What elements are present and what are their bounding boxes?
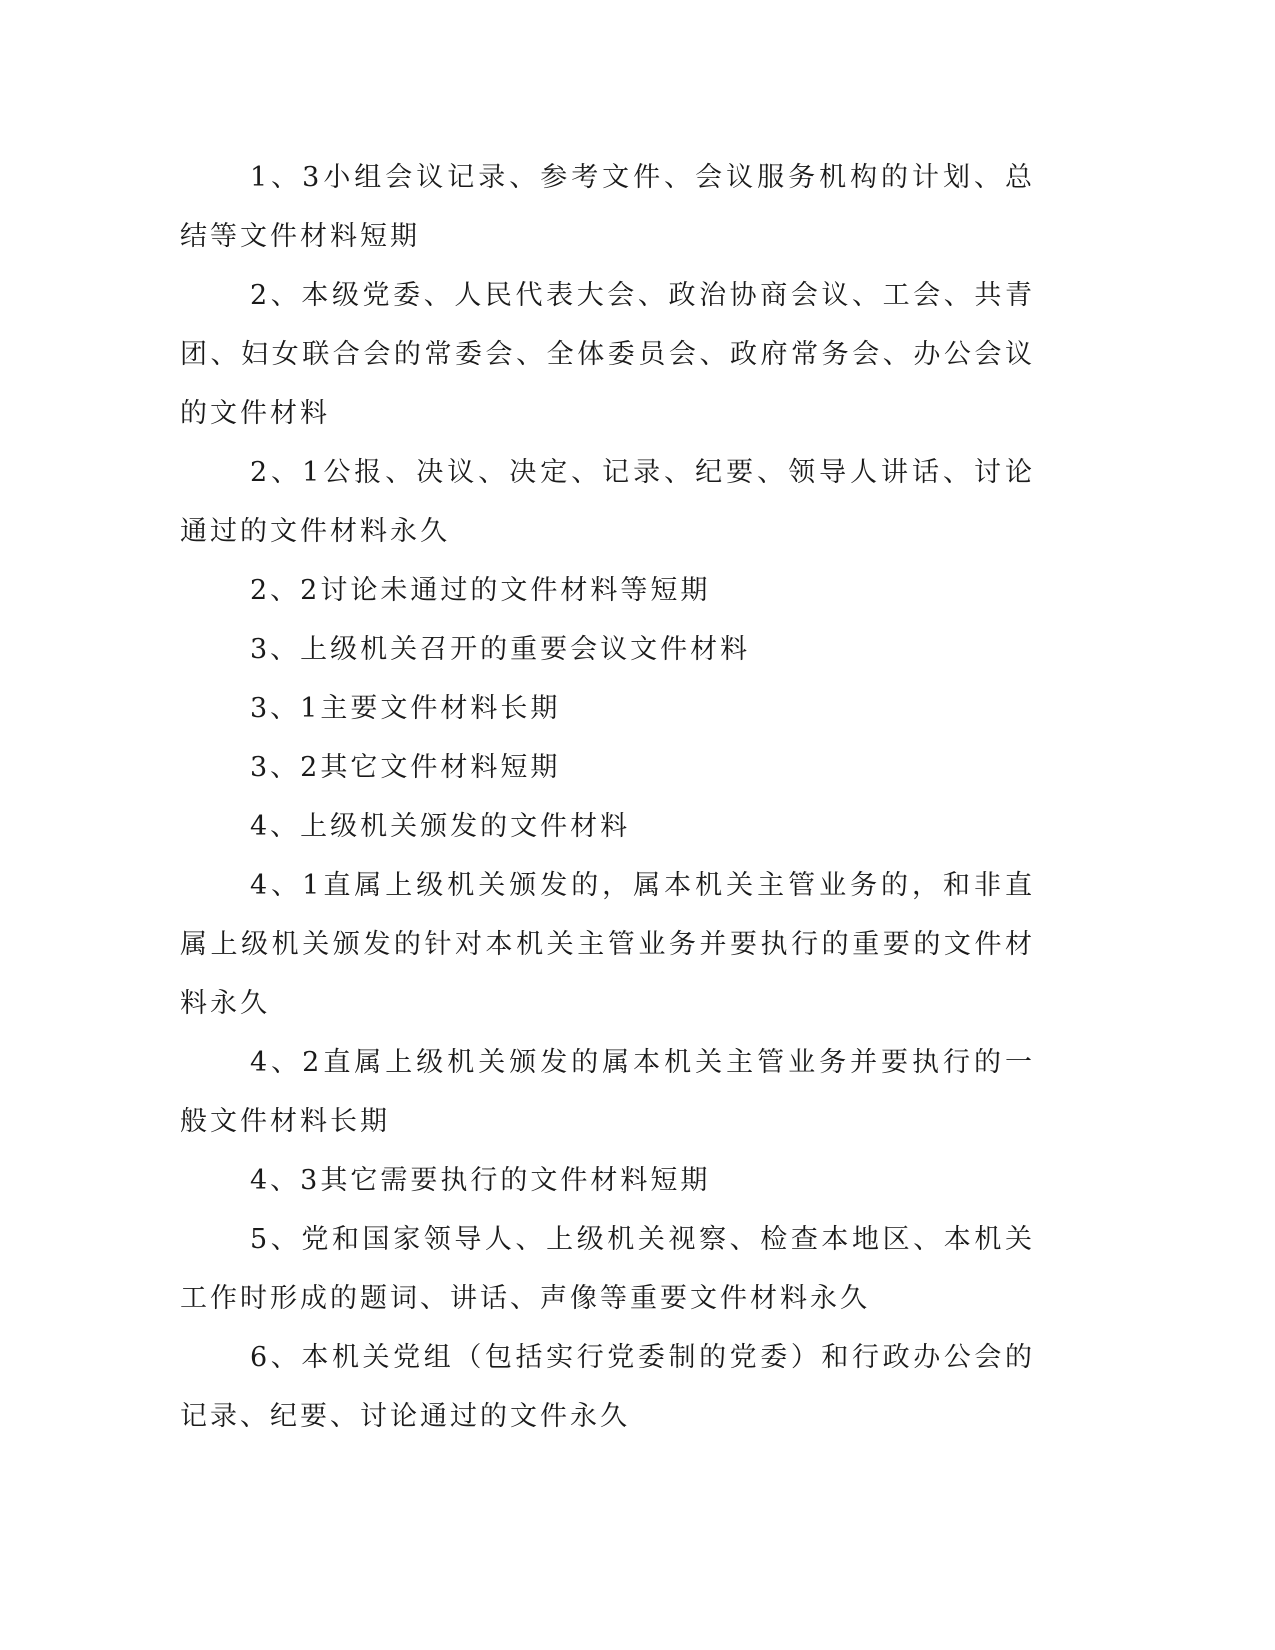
paragraph-4: 4、上级机关颁发的文件材料 [250, 811, 631, 842]
paragraph-4-1: 4、1直属上级机关颁发的，属本机关主管业务的，和非直属上级机关颁发的针对本机关主管业务并要执行的重要的文件材料永久 [180, 870, 1035, 1019]
paragraph-4-2: 4、2直属上级机关颁发的属本机关主管业务并要执行的一般文件材料长期 [180, 1047, 1035, 1137]
paragraph-3: 3、上级机关召开的重要会议文件材料 [250, 634, 751, 665]
paragraph-3-2: 3、2其它文件材料短期 [250, 752, 561, 783]
paragraph-2-1: 2、1公报、决议、决定、记录、纪要、领导人讲话、讨论通过的文件材料永久 [180, 457, 1035, 547]
document-body [180, 148, 1035, 1446]
paragraph-1-3: 1、3小组会议记录、参考文件、会议服务机构的计划、总结等文件材料短期 [180, 162, 1035, 252]
paragraph-3-1: 3、1主要文件材料长期 [250, 693, 561, 724]
paragraph-2: 2、本级党委、人民代表大会、政治协商会议、工会、共青团、妇女联合会的常委会、全体委员会、政府常务会、办公会议的文件材料 [180, 280, 1035, 429]
paragraph-5: 5、党和国家领导人、上级机关视察、检查本地区、本机关工作时形成的题词、讲话、声像等重要文件材料永久 [180, 1224, 1035, 1314]
paragraph-2-2: 2、2讨论未通过的文件材料等短期 [250, 575, 711, 606]
paragraph-6: 6、本机关党组（包括实行党委制的党委）和行政办公会的记录、纪要、讨论通过的文件永久 [180, 1342, 1035, 1432]
paragraph-4-3: 4、3其它需要执行的文件材料短期 [250, 1165, 711, 1196]
